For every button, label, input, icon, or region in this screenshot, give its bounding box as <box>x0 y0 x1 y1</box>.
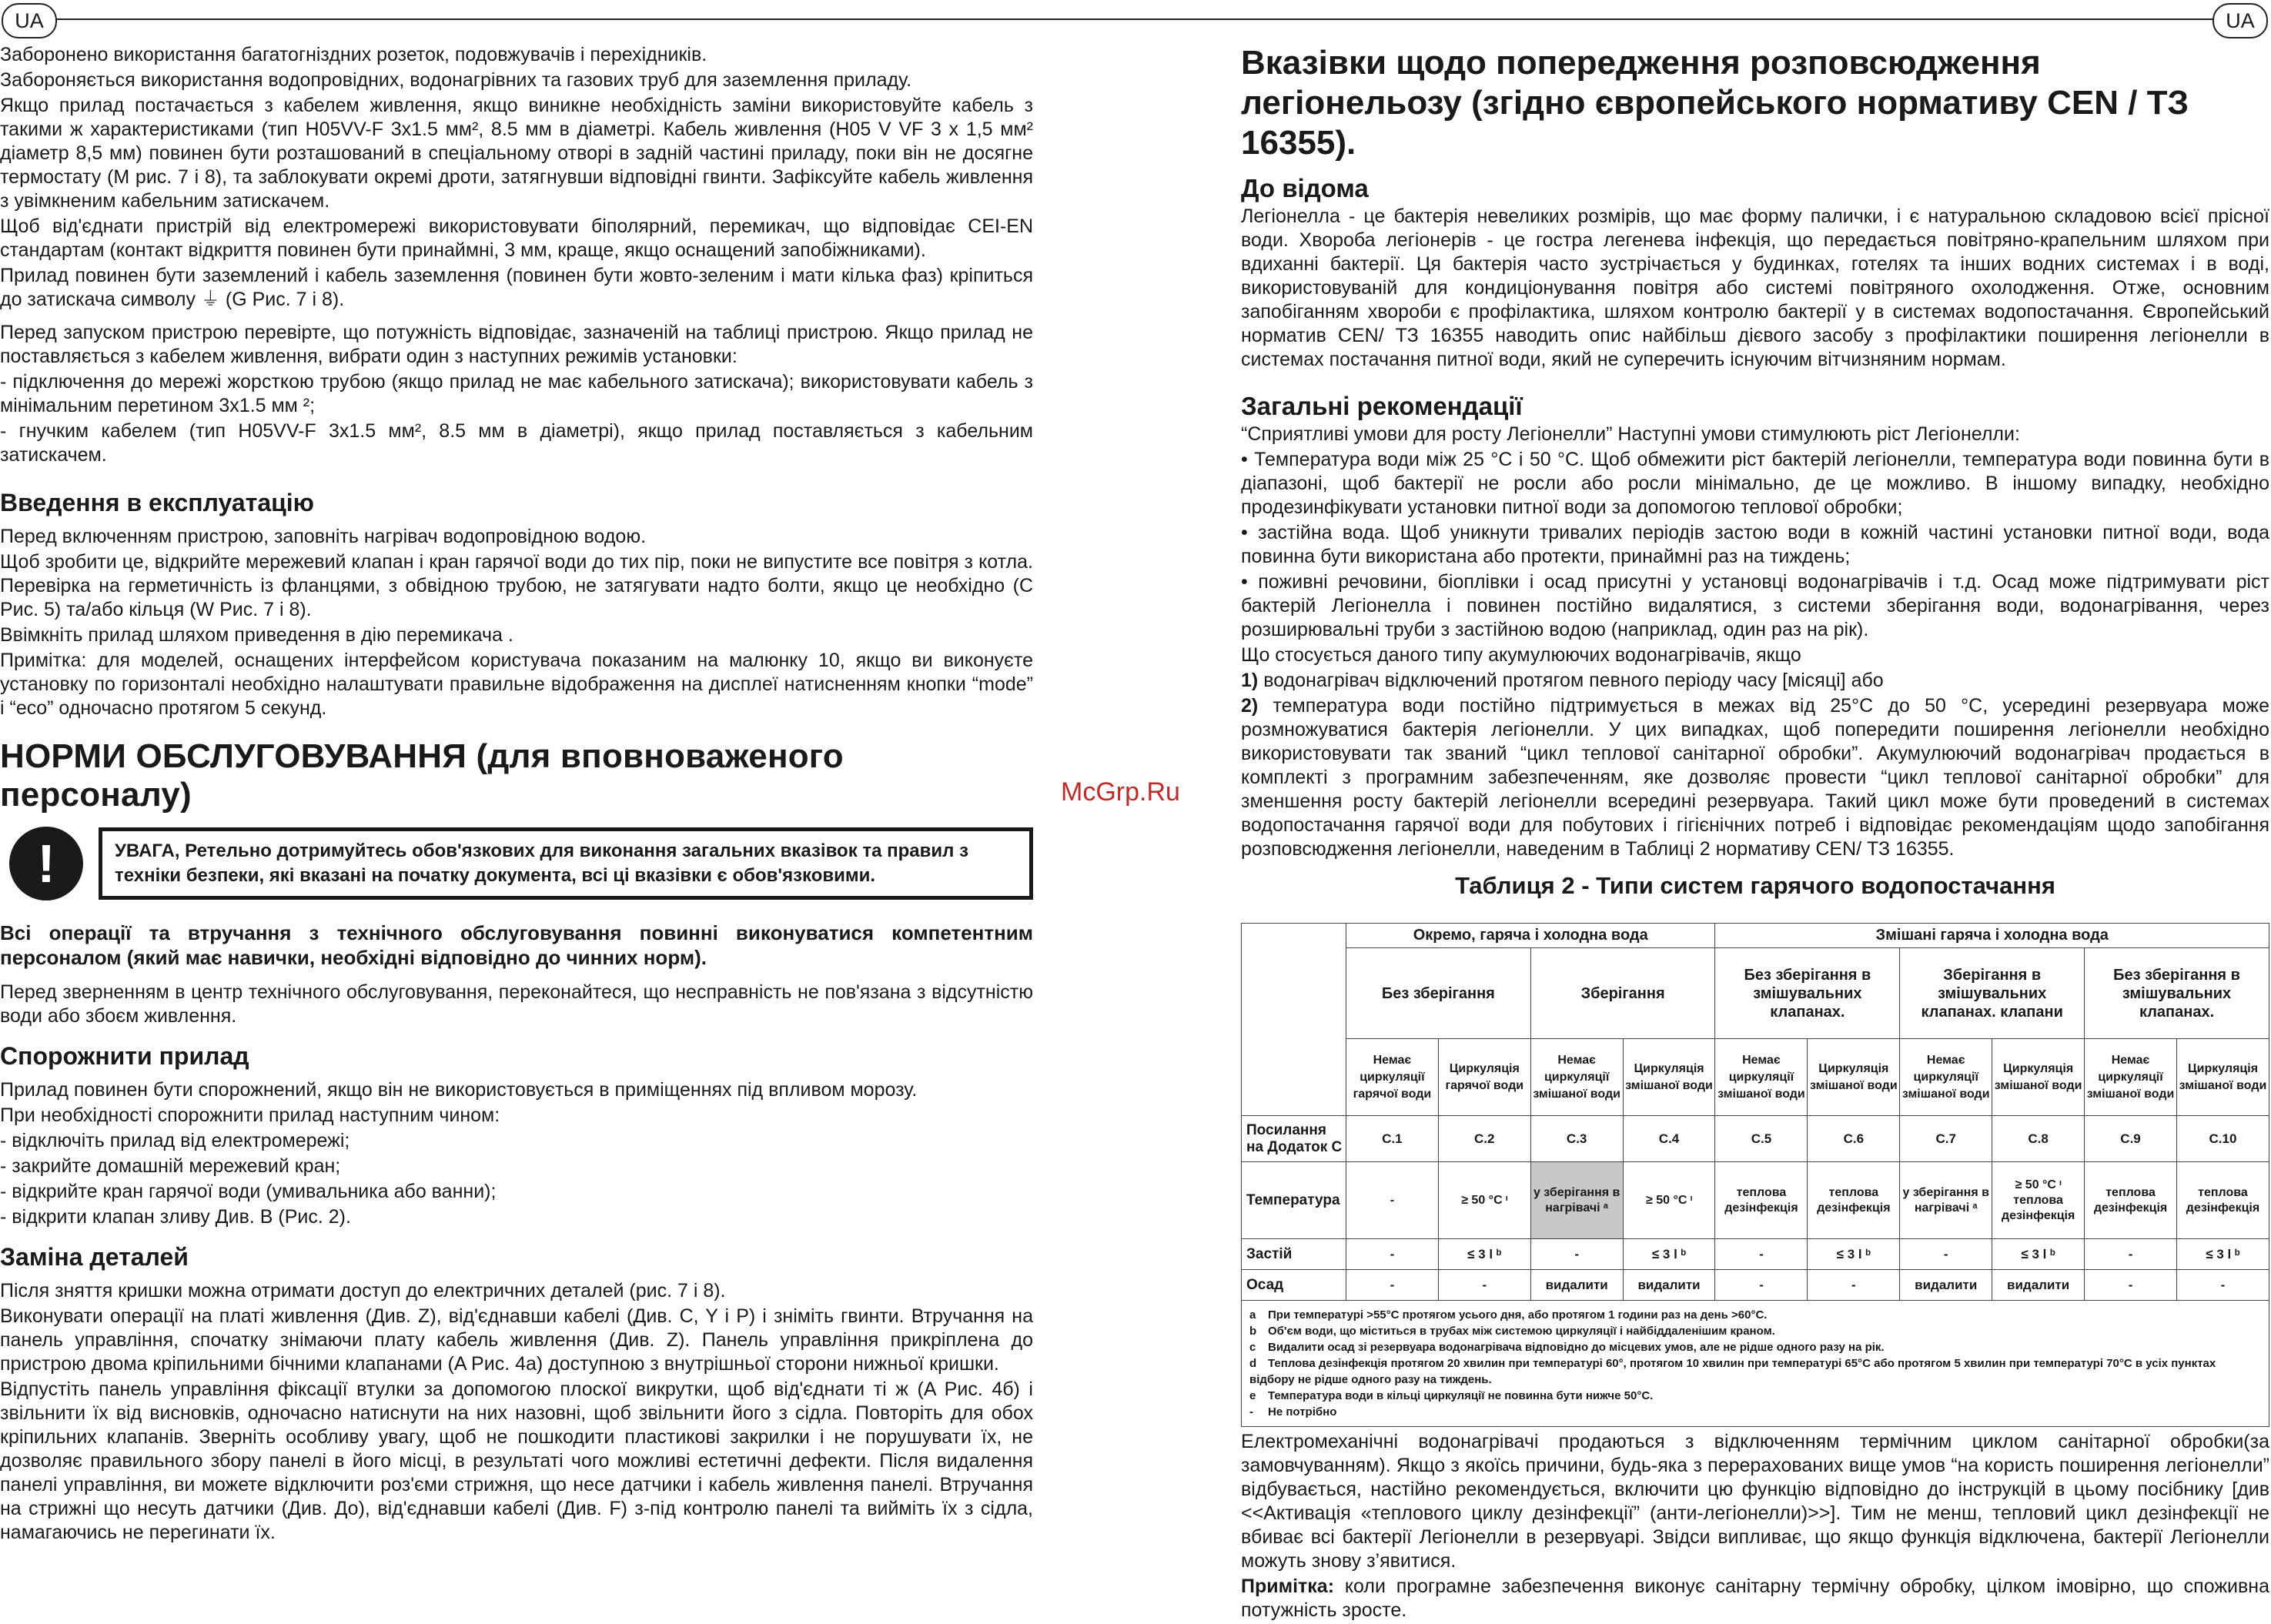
language-badge-right: UA <box>2212 3 2268 38</box>
note-key: - <box>1249 1405 1253 1418</box>
table-row <box>1242 1116 2269 1162</box>
column-header: Немає циркуляції змішаної води <box>1530 1039 1623 1116</box>
table-note <box>1249 1323 2261 1339</box>
numbered-item <box>1241 669 2269 693</box>
paragraph: Що стосується даного типу акумулюючих водонагрівачів, якщо <box>1241 644 1801 666</box>
table-note <box>1249 1388 2261 1404</box>
sub-header: Без зберігання <box>1346 948 1530 1039</box>
table-cell: - <box>2085 1270 2177 1301</box>
paragraph: Прилад повинен бути заземлений і кабель заземлення (повинен бути жовто-зеленим і мати кілька фаз) кріпиться до затискача символу ⏚ (G Рис. 7 і 8). <box>0 265 1033 310</box>
watermark: McGrp.Ru <box>1061 777 1180 807</box>
paragraph: Електромеханічні водонагрівачі продаються з відключенням термічним циклом санітарної обробки(за замовчуванням). Якщо з якоїсь причини, будь-яка з перерахованих вище умов “на користь поширення легіонелли” відбувається, настійно рекомендується, включити цю функцію відповідно до інструкцій в цьому посібнику [див <<Активація «теплового циклу дезінфекції” (анти-легіонелли)>>]. Тим не менш, тепловий цикл дезінфекції не вбиває всі бактерії Легіонелли в резервуарі. Звідси випливає, що якщо функція відключена, бактерії Легіонелли можуть знову з’явитися. <box>1241 1431 2269 1572</box>
section-heading-norms: НОРМИ ОБСЛУГОВУВАННЯ (для вповноваженого персоналу) <box>0 737 844 814</box>
note-text: Не потрібно <box>1268 1405 1337 1418</box>
table-cell: C.1 <box>1346 1116 1438 1162</box>
section-heading-info: До відома <box>1241 174 1369 202</box>
note-key: a <box>1249 1308 1256 1322</box>
list-item: - відключіть прилад від електромережі; <box>0 1130 350 1151</box>
sub-header: Без зберігання в змішувальних клапанах. <box>1715 948 1900 1039</box>
table-cell: - <box>1346 1239 1438 1270</box>
table-cell: видалити <box>1623 1270 1715 1301</box>
warning-text: УВАГА, Ретельно дотримуйтесь обов'язкових для виконання загальних вказівок та правил з техніки безпеки, які вказані на початку документа, всі ці вказівки є обов'язковими. <box>99 827 1033 900</box>
table-cell: - <box>1715 1239 1808 1270</box>
table-cell: - <box>1808 1270 1900 1301</box>
paragraph: Відпустіть панель управління фіксації втулки за допомогою плоскої викрутки, щоб від'єднати ті ж (A Рис. 4б) і звільнити їх від висновків, одночасно натиснути на них назовні, щоб звільнити його з сідла. Повторіть для обох кріпильних клапанів. Зверніть особливу увагу, щоб не пошкодити пластикові закрилки і не порушувати їх, не дозволяє правильного збору панелі в його місці, в результаті чого можливі естетичні дефекти. Після видалення панелі управління, ви можете відключити роз'єми стрижня, що несе датчики і кабель живлення панелі. Втручання на стрижні що несуть датчики (Див. До), від'єднавши кабелі (Див. F) з-під контролю панелі та вийміть їх з сідла, намагаючись не перегинати їх. <box>0 1378 1033 1543</box>
paragraph: Якщо прилад постачається з кабелем живлення, якщо виникне необхідність заміни використовуйте кабель з такими ж характеристиками (тип H05VV-F 3x1.5 мм², 8.5 мм в діаметрі. Кабель живлення (H05 V VF 3 x 1,5 мм² діаметр 8,5 мм) повинен бути розташований в спеціальному отворі в задній частині приладу, поки він не досягне термостату (M рис. 7 і 8), та заблокувати окремі дроти, затягнувши відповідні гвинти. Зафіксуйте кабель живлення з увімкненим кабельним затискачем. <box>0 95 1033 212</box>
note-label: Примітка: <box>1241 1576 1335 1597</box>
table-title: Таблиця 2 - Типи систем гарячого водопостачання <box>1455 872 2055 899</box>
table-note <box>1249 1339 2261 1355</box>
paragraph: Щоб зробити це, відкрийте мережевий клапан і кран гарячої води до тих пір, поки не випустите все повітря з котла. Перевірка на герметичність із фланцями, з обвідною трубою, не затягувати надто болти, якщо це необхідно (C Рис. 5) та/або кільця (W Рис. 7 і 8). <box>0 551 1033 620</box>
note-key: d <box>1249 1357 1257 1370</box>
table-notes <box>1241 1301 2269 1427</box>
table-cell: ≤ 3 l ᵇ <box>1438 1239 1530 1270</box>
table-cell: C.7 <box>1900 1116 1992 1162</box>
table-row <box>1242 1162 2269 1239</box>
table-cell: - <box>2085 1239 2177 1270</box>
paragraph: Примітка: для моделей, оснащених інтерфейсом користувача показаним на малюнку 10, якщо ви виконуєте установку по горизонталі необхідно налаштувати правильне відображення на дисплеї натисненням кнопки “mode” і “eco” одночасно протягом 5 секунд. <box>0 650 1033 719</box>
table-cell: C.9 <box>2085 1116 2177 1162</box>
note-text: Видалити осад зі резервуара водонагрівача відповідно до місцевих умов, але не рідше одного разу на рік. <box>1268 1341 1885 1354</box>
table-cell: - <box>2176 1270 2269 1301</box>
table-cell: ≤ 3 l ᵇ <box>1623 1239 1715 1270</box>
item-text: температура води постійно підтримується в межах від 25°C до 50 °C, усередині резервуара може розмножуватися бактерія легіонелли. У цих випадках, щоб попередити поширення легіонелли необхідно використовувати так званий “цикл теплової санітарної обробки”. Акумулюючий водонагрівач продається в комплекті з програмним забезпеченням, яке дозволяє провести “цикл теплової санітарної обробки” для зменшення росту бактерій легіонелли всередині резервуара. Такий цикл може бути проведений в системах водопостачання гарячої води для побутових і гігієнічних потреб і відповідає рекомендаціям щодо запобігання розповсюдження легіонелли, наведеним в Таблиці 2 нормативу CEN/ ТЗ 16355. <box>1241 695 2270 860</box>
table-row <box>1242 1239 2269 1270</box>
group-header: Окремо, гаряча і холодна вода <box>1346 924 1715 948</box>
column-header: Немає циркуляції гарячої води <box>1346 1039 1438 1116</box>
table-cell: теплова дезінфекція <box>2176 1162 2269 1239</box>
paragraph: Перед запуском пристрою перевірте, що потужність відповідає, зазначеній на таблиці пристрою. Якщо прилад не поставляється з кабелем живлення, вибрати один з наступних режимів установки: <box>0 322 1033 367</box>
section-heading-parts: Заміна деталей <box>0 1243 189 1271</box>
item-number: 1) <box>1241 670 1259 691</box>
list-item: - закрийте домашній мережевий кран; <box>0 1155 341 1177</box>
item-text: водонагрівач відключений протягом певного періоду часу [місяці] або <box>1263 670 1884 691</box>
table-cell: ≤ 3 l ᵇ <box>1808 1239 1900 1270</box>
table-cell: ≥ 50 °C ᶦ теплова дезінфекція <box>1992 1162 2085 1239</box>
paragraph: Ввімкніть прилад шляхом приведення в дію перемикача . <box>0 624 513 646</box>
left-column <box>0 43 1033 1546</box>
hot-water-systems-table <box>1241 923 2269 1301</box>
column-header: Немає циркуляції змішаної води <box>2085 1039 2177 1116</box>
column-header: Циркуляція змішаної води <box>1623 1039 1715 1116</box>
paragraph: Виконувати операції на платі живлення (Див. Z), від'єднавши кабелі (Див. C, Y і P) і зніміть гвинти. Втручання на панель управління, спочатку знімаючи плату кабель живлення (Див. Z). Панель управління прикріплена до пристрою двома кріпильними бічними клапанами (A Рис. 4a) доступною з внутрішньої сторони нижньої кришки. <box>0 1305 1033 1375</box>
note-text: Теплова дезінфекція протягом 20 хвилин при температурі 60°, протягом 10 хвилин при температурі 65°C або протягом 5 хвилин при температурі 70°C в усіх пунктах відбору не рідше одного разу на тиждень. <box>1249 1357 2216 1386</box>
list-item: - гнучким кабелем (тип H05VV-F 3x1.5 мм², 8.5 мм в діаметрі), якщо прилад поставляється з кабельним затискачем. <box>0 420 1033 466</box>
warning-block <box>0 827 1033 901</box>
paragraph: Прилад повинен бути спорожнений, якщо він не використовується в приміщеннях під впливом морозу. <box>0 1079 918 1101</box>
table-cell: C.2 <box>1438 1116 1530 1162</box>
paragraph: Забороняється використання водопровідних, водонагрівних та газових труб для заземлення приладу. <box>0 69 912 91</box>
column-header: Циркуляція гарячої води <box>1438 1039 1530 1116</box>
list-item: - підключення до мережі жорсткою трубою (якщо прилад не має кабельного затискача); використовувати кабель з мінімальним перетином 3x1.5 мм ²; <box>0 371 1033 416</box>
table-cell: - <box>1346 1162 1438 1239</box>
sub-header: Зберігання в змішувальних клапанах. клапани <box>1900 948 2085 1039</box>
table-cell: - <box>1900 1239 1992 1270</box>
table-cell: - <box>1715 1270 1808 1301</box>
paragraph: Перед включенням пристрою, заповніть нагрівач водопровідною водою. <box>0 526 647 547</box>
table-cell: C.8 <box>1992 1116 2085 1162</box>
table-corner <box>1242 924 1346 1116</box>
paragraph: “Сприятливі умови для росту Легіонелли” Наступні умови стимулюють ріст Легіонелли: <box>1241 423 2020 445</box>
note-paragraph <box>1241 1575 2269 1622</box>
table-cell: C.6 <box>1808 1116 1900 1162</box>
group-header: Змішані гаряча і холодна вода <box>1715 924 2269 948</box>
note-text: Об'єм води, що міститься в трубах між системою циркуляції і найбіддаленішим краном. <box>1268 1325 1775 1338</box>
column-header: Циркуляція змішаної води <box>1808 1039 1900 1116</box>
bold-paragraph: Всі операції та втручання з технічного обслуговування повинні виконуватися компетентним персоналом (який має навички, необхідні відповідно до чинних норм). <box>0 921 1033 969</box>
section-heading-general: Загальні рекомендації <box>1241 392 1523 420</box>
right-column <box>1241 43 2269 1624</box>
list-item: • поживні речовини, біоплівки і осад присутні у установці водонагрівачів і т.д. Осад може підтримувати ріст бактерій Легіонелла і повинен постійно видалятися, з системи зберігання води, водонагрівання, через розширювальні труби з застійною водою (наприклад, один раз на рік). <box>1241 571 2269 640</box>
item-number: 2) <box>1241 695 1259 717</box>
table-cell: видалити <box>1900 1270 1992 1301</box>
column-header: Циркуляція змішаної води <box>1992 1039 2085 1116</box>
list-item: - відкрити клапан зливу Див. B (Рис. 2). <box>0 1206 351 1228</box>
table-cell: ≥ 50 °C ᶦ <box>1623 1162 1715 1239</box>
table-note <box>1249 1404 2261 1420</box>
table-note <box>1249 1307 2261 1323</box>
paragraph: При необхідності спорожнити прилад наступним чином: <box>0 1104 500 1126</box>
table-cell: ≤ 3 l ᵇ <box>2176 1239 2269 1270</box>
table-row <box>1242 1270 2269 1301</box>
header-rule <box>46 18 2225 20</box>
section-heading-empty: Спорожнити прилад <box>0 1042 249 1070</box>
note-key: c <box>1249 1341 1256 1354</box>
table-cell: C.3 <box>1530 1116 1623 1162</box>
table-cell: - <box>1438 1270 1530 1301</box>
table-cell: теплова дезінфекція <box>1808 1162 1900 1239</box>
list-item: • Температура води між 25 °С і 50 °С. Щоб обмежити ріст бактерій легіонелли, температура води повинна бути в діапазоні, щоб бактерії не росли або росли мінімально, де це можливо. В іншому випадку, необхідно продезинфікувати установки питної води за допомогою теплової обробки; <box>1241 449 2269 518</box>
warning-icon: ! <box>9 827 83 901</box>
table-cell: ≥ 50 °C ᶦ <box>1438 1162 1530 1239</box>
table-cell: ≤ 3 l ᵇ <box>1992 1239 2085 1270</box>
column-header: Немає циркуляції змішаної води <box>1900 1039 1992 1116</box>
row-header: Осад <box>1242 1270 1346 1301</box>
sub-header: Зберігання <box>1530 948 1715 1039</box>
list-item: • застійна вода. Щоб уникнути тривалих періодів застою води в кожній частині установки питної води, вода повинна бути використана або протекти, принаймні раз на тиждень; <box>1241 522 2269 567</box>
table-cell: - <box>1530 1239 1623 1270</box>
list-item: - відкрийте кран гарячої води (умивальника або ванни); <box>0 1181 497 1202</box>
paragraph: Заборонено використання багатогніздних розеток, подовжувачів і перехідників. <box>0 44 707 65</box>
table-cell: теплова дезінфекція <box>2085 1162 2177 1239</box>
table-cell: C.5 <box>1715 1116 1808 1162</box>
table-cell-highlighted: у зберігання в нагрівачі ᵃ <box>1530 1162 1623 1239</box>
paragraph: Після зняття кришки можна отримати доступ до електричних деталей (рис. 7 і 8). <box>0 1280 726 1302</box>
language-badge-left: UA <box>2 3 57 38</box>
sub-header: Без зберігання в змішувальних клапанах. <box>2085 948 2269 1039</box>
paragraph: Легіонелла - це бактерія невеликих розмірів, що має форму палички, і є натуральною складовою всієї прісної води. Хвороба легіонерів - це гостра легенева інфекція, що передається повітряно-крапельним шляхом при вдиханні бактерії. Ця бактерія часто зустрічається у будинках, готелях та інших водних системах і в воді, використовуваній для кондиціонування повітря або системі повітряного охолодження. Отже, основним запобіганням хвороби є профілактика, шляхом контролю бактерії у в системах водопостачання. Європейський норматив CEN/ ТЗ 16355 наводить опис найбільш дієвого засобу з профілактики поширення легіонелли в системах постачання питної води, який не суперечить існуючим вітчизняним нормам. <box>1241 206 2269 370</box>
table-cell: C.10 <box>2176 1116 2269 1162</box>
row-header: Застій <box>1242 1239 1346 1270</box>
numbered-item <box>1241 694 2269 861</box>
note-text: При температурі >55°C протягом усього дня, або протягом 1 години раз на день >60°C. <box>1268 1308 1768 1322</box>
note-text: Температура води в кільці циркуляції не повинна бути нижче 50°C. <box>1268 1389 1654 1402</box>
note-key: b <box>1249 1325 1257 1338</box>
row-header: Посилання на Додаток C <box>1242 1116 1346 1162</box>
note-key: e <box>1249 1389 1256 1402</box>
table-cell: видалити <box>1992 1270 2085 1301</box>
column-header: Немає циркуляції змішаної води <box>1715 1039 1808 1116</box>
table-note <box>1249 1355 2261 1388</box>
row-header: Температура <box>1242 1162 1346 1239</box>
column-header: Циркуляція змішаної води <box>2176 1039 2269 1116</box>
paragraph: Перед зверненням в центр технічного обслуговування, переконайтеся, що несправність не пов'язана з відсутністю води або збоєм живлення. <box>0 981 1033 1027</box>
table-cell: C.4 <box>1623 1116 1715 1162</box>
note-text: коли програмне забезпечення виконує санітарну термічну обробку, цілком імовірно, що споживна потужність зросте. <box>1241 1576 2269 1621</box>
page-title: Вказівки щодо попередження розповсюдження легіонельозу (згідно європейського нормативу CEN / ТЗ 16355). <box>1241 44 2189 162</box>
section-heading-intro: Введення в експлуатацію <box>0 489 314 516</box>
table-cell: - <box>1346 1270 1438 1301</box>
table-cell: у зберігання в нагрівачі ᵃ <box>1900 1162 1992 1239</box>
paragraph: Щоб від'єднати пристрій від електромережі використовувати біполярний, перемикач, що відповідає CEI-EN стандартам (контакт відкриття повинен бути принаймні, 3 мм, краще, якщо оснащений запобіжниками). <box>0 216 1033 261</box>
table-cell: видалити <box>1530 1270 1623 1301</box>
table-cell: теплова дезінфекція <box>1715 1162 1808 1239</box>
